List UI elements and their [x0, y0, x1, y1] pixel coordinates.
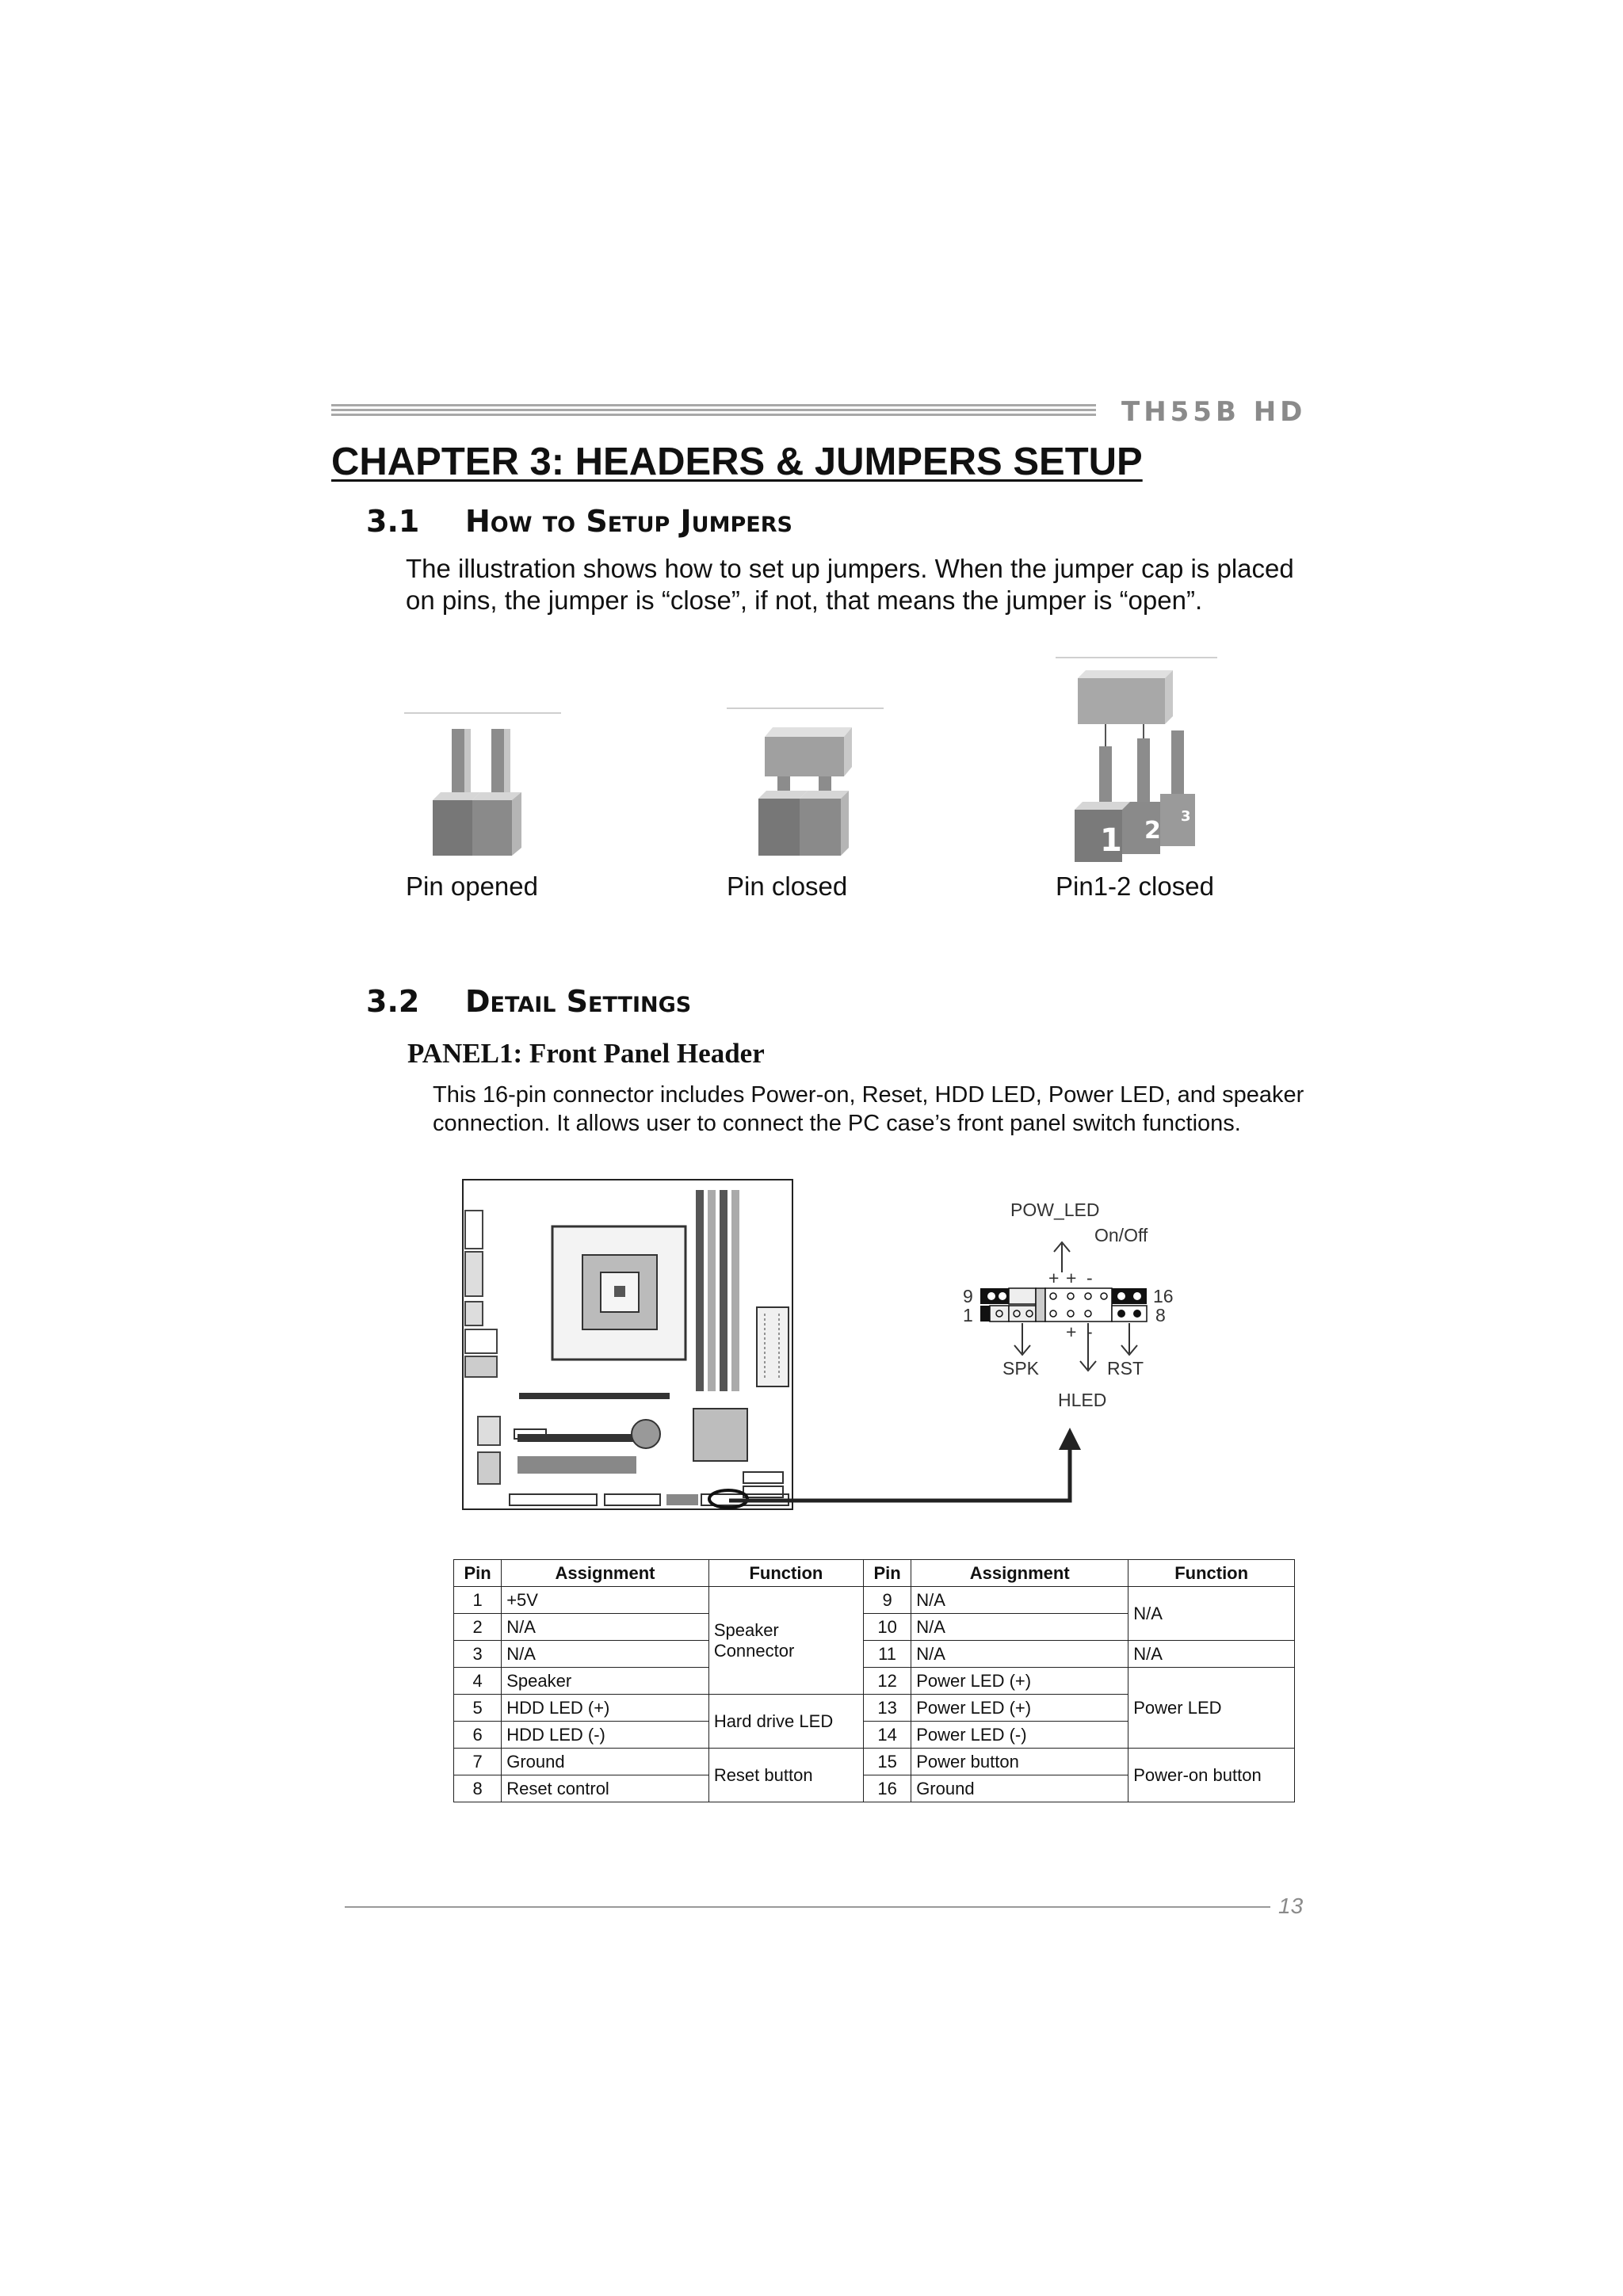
assignment-cell: HDD LED (-) [502, 1722, 709, 1749]
jumper-description: The illustration shows how to set up jumpers. When the jumper cap is placed on pins, the jumper is “close”, if not, that means the jumper is “open”. [406, 554, 1294, 615]
section-heading-3-2 [366, 984, 691, 1019]
pin-number-3: 3 [1181, 808, 1191, 825]
pin-cell: 14 [863, 1722, 911, 1749]
column-header: Pin [863, 1560, 911, 1587]
section-title: How to Setup Jumpers [465, 504, 792, 539]
pin-cell: 10 [863, 1614, 911, 1641]
hled-label: HLED [1058, 1390, 1107, 1410]
pin-9-label: 9 [963, 1286, 973, 1306]
plus-bottom: + [1066, 1322, 1077, 1342]
pin-number-2: 2 [1144, 817, 1161, 845]
pin-cell: 11 [863, 1641, 911, 1668]
rst-label: RST [1107, 1358, 1144, 1379]
column-header: Pin [454, 1560, 502, 1587]
section-heading-3-1 [366, 504, 792, 539]
pin-closed-illustration [725, 705, 888, 864]
pin-cell: 8 [454, 1775, 502, 1802]
pin-cell: 12 [863, 1668, 911, 1695]
section-number: 3.2 [366, 984, 420, 1019]
column-header: Function [1128, 1560, 1295, 1587]
assignment-cell: HDD LED (+) [502, 1695, 709, 1722]
assignment-cell: Ground [911, 1775, 1128, 1802]
assignment-cell: Reset control [502, 1775, 709, 1802]
pow-led-label: POW_LED [1010, 1199, 1100, 1220]
assignment-cell: N/A [911, 1587, 1128, 1614]
assignment-cell: N/A [911, 1614, 1128, 1641]
pin-cell: 13 [863, 1695, 911, 1722]
assignment-cell: Power LED (+) [911, 1695, 1128, 1722]
pin-cell: 2 [454, 1614, 502, 1641]
function-cell: Power-on button [1128, 1749, 1295, 1802]
pin-number-1: 1 [1100, 822, 1122, 859]
panel1-title: PANEL1: Front Panel Header [407, 1038, 765, 1069]
section-title: Detail Settings [465, 984, 692, 1019]
table-row [454, 1587, 1295, 1614]
pin-cell: 16 [863, 1775, 911, 1802]
table-header-row [454, 1560, 1295, 1587]
assignment-cell: Power LED (+) [911, 1668, 1128, 1695]
plus-top-2: + [1066, 1268, 1077, 1288]
label-pin-closed: Pin closed [727, 871, 848, 901]
spk-label: SPK [1002, 1358, 1040, 1379]
table-row [454, 1749, 1295, 1775]
function-cell: Power LED [1128, 1668, 1295, 1749]
footer-rule [345, 1906, 1270, 1908]
assignment-cell: Power LED (-) [911, 1722, 1128, 1749]
function-cell: N/A [1128, 1641, 1295, 1668]
table-row [454, 1641, 1295, 1668]
assignment-cell: N/A [911, 1641, 1128, 1668]
minus-bottom: - [1086, 1322, 1093, 1342]
pin-cell: 6 [454, 1722, 502, 1749]
function-cell: Speaker Connector [708, 1587, 863, 1695]
on-off-label: On/Off [1094, 1225, 1148, 1245]
assignment-cell: N/A [502, 1614, 709, 1641]
pin-1-label: 1 [963, 1305, 973, 1325]
assignment-cell: N/A [502, 1641, 709, 1668]
column-header: Assignment [911, 1560, 1128, 1587]
pin-assignment-table [453, 1559, 1295, 1802]
minus-top: - [1086, 1268, 1093, 1288]
pin-cell: 15 [863, 1749, 911, 1775]
label-pin-opened: Pin opened [406, 871, 538, 901]
label-pin-1-2-closed: Pin1-2 closed [1056, 871, 1214, 901]
function-cell: Hard drive LED [708, 1695, 863, 1749]
model-name: TH55B HD [1121, 396, 1307, 428]
function-cell: Reset button [708, 1749, 863, 1802]
pin-cell: 1 [454, 1587, 502, 1614]
column-header: Assignment [502, 1560, 709, 1587]
pin-8-label: 8 [1155, 1305, 1166, 1325]
chapter-title: CHAPTER 3: HEADERS & JUMPERS SETUP [331, 441, 1143, 483]
column-header: Function [708, 1560, 863, 1587]
table-row [454, 1668, 1295, 1695]
assignment-cell: Speaker [502, 1668, 709, 1695]
pointer-arrow [713, 1426, 1094, 1513]
function-cell: N/A [1128, 1587, 1295, 1641]
panel1-description: This 16-pin connector includes Power-on, Reset, HDD LED, Power LED, and speaker connection. It allows user to connect the PC case’s front panel switch functions. [433, 1082, 1304, 1136]
section-number: 3.1 [366, 504, 420, 539]
assignment-cell: +5V [502, 1587, 709, 1614]
header-stripes [331, 404, 1096, 421]
pin-cell: 7 [454, 1749, 502, 1775]
pin-cell: 3 [454, 1641, 502, 1668]
pin-opened-illustration [403, 711, 565, 862]
pin-16-label: 16 [1153, 1286, 1174, 1306]
plus-top-1: + [1048, 1268, 1060, 1288]
pin-cell: 4 [454, 1668, 502, 1695]
pin-cell: 9 [863, 1587, 911, 1614]
assignment-cell: Ground [502, 1749, 709, 1775]
pin-cell: 5 [454, 1695, 502, 1722]
pin-1-2-closed-illustration [1054, 654, 1224, 868]
assignment-cell: Power button [911, 1749, 1128, 1775]
page-number: 13 [1278, 1894, 1304, 1918]
